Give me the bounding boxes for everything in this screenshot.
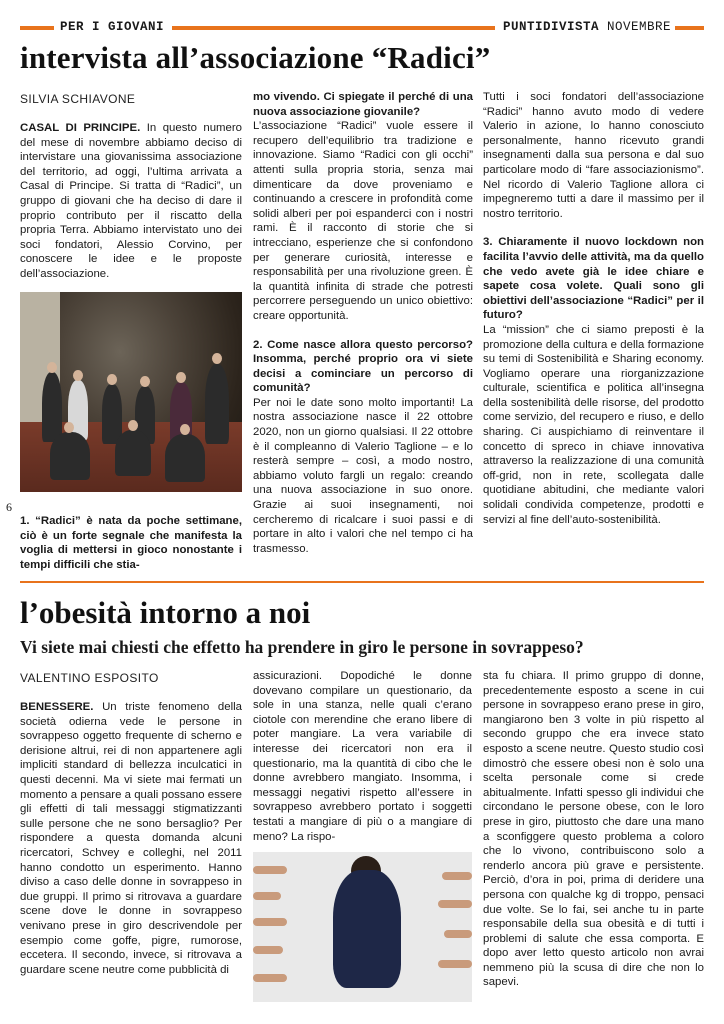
magazine-month: NOVEMBRE xyxy=(599,20,672,34)
article1-answer-3: La “mission” che ci siamo preposti è la promozione della cultura e della formazione su temi di Sostenibilità e Sharing economy. Vogliamo operare una riorganizzazione culturale, scientifica e politica all’insegna della sostenibilità delle risorse, del prodotto come servizio, del recupero e riuso, e dello sharing. Ci auspichiamo di reinventare il concetto di spreco in chiave innovativa attraverso la realizzazione di una comunità off-grid, non in rete, scollegata dalle quotidiane abitudini, che mediante valori solidali condivida competenze, prodotti e servizi al fine dell’auto-sostenibilità. xyxy=(483,323,704,526)
article1-question-2: 2. Come nasce allora questo percorso? Insomma, perché proprio ora vi siete decisi a cominciare un percorso di comunità? xyxy=(253,338,473,395)
article2-column-1 xyxy=(20,700,242,977)
woman-pointed-at-photo xyxy=(253,852,472,1002)
header-accent-bar xyxy=(172,26,495,30)
article1-answer-1: L’associazione “Radici” vuole essere il recupero dell’equilibrio tra tradizione e innovazione. Siamo “Radici con gli occhi” attenti sulla propria storia, senza mai dimenticare da dove proveniamo e continuando a crescere in profondità come solidi alberi per poi espanderci con i nostri rami. È il racconto di storie che si intrecciano, esperienze che si confondono per generare curiosità, interesse e responsabilità per una rivoluzione green. È la quantità infinita di strade che potresti percorrere perseguendo un unico obiettivo: creare opportunità. xyxy=(253,120,473,322)
article2-paragraph-1 xyxy=(20,700,242,977)
article2-kicker: BENESSERE. xyxy=(20,701,94,713)
article1-column-2 xyxy=(253,90,473,556)
header-accent-bar xyxy=(675,26,704,30)
page-header xyxy=(0,20,724,36)
section-label: PER I GIOVANI xyxy=(60,20,165,34)
article1-question-1-cont: mo vivendo. Ci spiegate il perché di una nuova associazione giovanile? xyxy=(253,91,473,118)
article1-author: SILVIA SCHIAVONE xyxy=(20,92,136,106)
article1-answer-2-cont: Tutti i soci fondatori dell’associazione “Radici” hanno avuto modo di vedere Valerio in azione, lo hanno conosciuto personalmente, hanno ricevuto grandi insegnamenti dalla sua persona e dal suo particolare modo di “fare associazionismo”. Nel ricordo di Valerio Taglione allora ci impegneremo tutti a dare il massimo per il nostro territorio. xyxy=(483,91,704,220)
article1-kicker: CASAL DI PRINCIPE. xyxy=(20,122,141,134)
article2-subtitle: Vi siete mai chiesti che effetto ha prendere in giro le persone in sovrappeso? xyxy=(20,637,584,657)
article1-answer-2: Per noi le date sono molto importanti! La nostra associazione nasce il 22 ottobre 2020, non un giorno qualsiasi. Il 22 ottobre è il compleanno di Valerio Taglione – e lo resterà sempre – così, a modo nostro, abbiamo voluto fargli un regalo: creando una nuova associazione in suo onore. Grazie ai suoi insegnamenti, noi cercheremo di ricalcare i suoi passi e di portare in alto i valori che nel tempo ci ha trasmesso. xyxy=(253,396,473,555)
article1-intro-text: In questo numero del mese di novembre abbiamo deciso di intervistare una giovanissima associazione del territorio, ad oggi, l’ultima arrivata a Casal di Principe. Si tratta di “Radici”, un gruppo di giovani che ha deciso di dare il proprio contributo per il riscatto della propria Terra. Abbiamo intervistato uno dei soci fondatori, Alessio Corvino, per conoscere le idee e le proposte dell’associazione. xyxy=(20,122,242,280)
article1-intro xyxy=(20,121,242,282)
article1-column-1-lower xyxy=(20,514,242,572)
article2-col2-text: assicurazioni. Dopodiché le donne dovevano compilare un questionario, da sole in una stanza, nelle quali c’erano ciotole con merendine che erano libere di poter mangiare. La vera variabile di interesse dei ricercatori non era il questionario, ma la quantità di cibo che le donne avrebbero mangiato. Insomma, i messaggi negativi rispetto all’essere in sovrappeso avrebbero portato i soggetti testati a mangiare di più o a mangiare di meno? La rispo- xyxy=(253,670,472,843)
article2-column-2 xyxy=(253,669,472,844)
magazine-label xyxy=(503,20,671,34)
article2-col1-text: Un triste fenomeno della società odierna vede le persone in sovrappeso oggetto frequente di scherno e derisione altrui, rei di non appartenere agli impliciti standard di bellezza inculcatici in questi decenni. Ma vi siete mai fermati un momento a pensare a quali possano essere gli effetti di tali messaggi stigmatizzanti sulle persone che ne sono bersaglio? Per rispondere a questa domanda alcuni ricercatori, Schvey e colleghi, nel 2011 hanno condotto un esperimento. Hanno diviso a caso delle donne in sovrappeso in due gruppi. Il primo si ritrovava a guardare scene dove le donne in sovrappeso venivano prese in giro descrivendole per esempio come goffe, pigre, rumorose, eccetera. Il secondo, invece, si ritrovava a guardare scene neutre come pubblicità di xyxy=(20,701,242,976)
article1-question-3: 3. Chiaramente il nuovo lockdown non facilita l’avvio delle attività, ma da quello che vedo avete già le idee chiare e sapete cosa volete. Quali sono gli obiettivi dell’associazione “Radici” per il futuro? xyxy=(483,236,704,322)
article1-question-1: 1. “Radici” è nata da poche settimane, ciò è un forte segnale che manifesta la voglia di mettersi in gioco nonostante i tempi difficili che stia- xyxy=(20,515,242,571)
article1-title: intervista all’associazione “Radici” xyxy=(20,40,491,75)
page-number: 6 xyxy=(6,500,12,514)
header-accent-bar xyxy=(20,26,54,30)
section-divider xyxy=(20,581,704,583)
article2-title: l’obesità intorno a noi xyxy=(20,595,311,630)
magazine-name: PUNTIDIVISTA xyxy=(503,20,600,34)
article2-col3-text: sta fu chiara. Il primo gruppo di donne, precedentemente esposto a scene in cui persone in sovrappeso erano prese in giro, mangiarono ben 3 volte in più rispetto al secondo gruppo che era invece stato esposto a scene neutre. Questo studio così dimostrò che essere obesi non è solo una scelta personale come si crede abitualmente. Infatti spesso gli individui che circondano le persone obese, con le loro prese in giro, piuttosto che dare una mano a sconfiggere questo problema a coloro che lo vivono, contribuiscono solo a renderlo ancora più grave e persistente. Perciò, d’ora in poi, prima di deridere una persona con qualche kg di troppo, pensaci due volte. Se lo fai, sei anche tu in parte responsabile della sua obesità e di tutti i problemi di salute che essa comporta. E dopo aver letto questo articolo non avrai nemmeno più la scusa di dire che non lo sapevi. xyxy=(483,670,704,989)
association-group-photo xyxy=(20,292,242,492)
article2-column-3 xyxy=(483,669,704,990)
article1-column-3 xyxy=(483,90,704,527)
article1-column-1 xyxy=(20,121,242,282)
article2-author: VALENTINO ESPOSITO xyxy=(20,671,159,685)
